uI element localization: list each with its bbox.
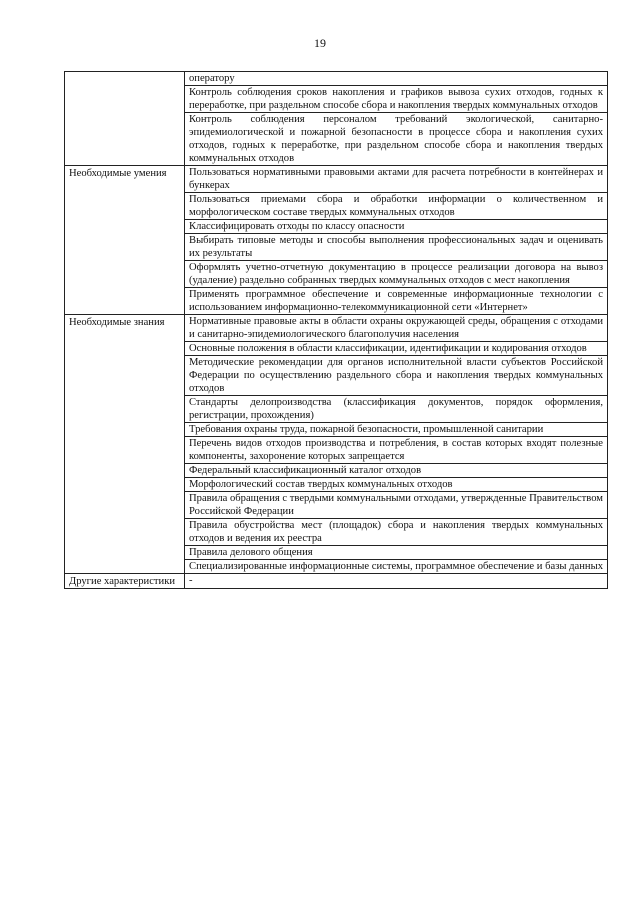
table-cell-item: Оформлять учетно-отчетную документацию в процессе реализации договора на вывоз (удаление) раздельно собранных твердых коммунальных отходов с мест накопления — [185, 261, 608, 288]
table-cell-item: Правила обустройства мест (площадок) сбора и накопления твердых коммунальных отходов и ведения их реестра — [185, 519, 608, 546]
table-row — [65, 574, 608, 589]
table-cell-item: Требования охраны труда, пожарной безопасности, промышленной санитарии — [185, 423, 608, 437]
table-row — [65, 72, 608, 86]
table-cell-item: Нормативные правовые акты в области охраны окружающей среды, обращения с отходами и санитарно-эпидемиологического благополучия населения — [185, 315, 608, 342]
table-cell-item: Стандарты делопроизводства (классификация документов, порядок оформления, регистрации, прохождения) — [185, 396, 608, 423]
table-cell-item: Выбирать типовые методы и способы выполнения профессиональных задач и оценивать их результаты — [185, 234, 608, 261]
table-cell-item: Методические рекомендации для органов исполнительной власти субъектов Российской Федерации по осуществлению раздельного сбора и накопления твердых коммунальных отходов — [185, 356, 608, 396]
table-cell-item: Морфологический состав твердых коммунальных отходов — [185, 478, 608, 492]
table-cell-item: Классифицировать отходы по классу опасности — [185, 220, 608, 234]
section-label-knowledge: Необходимые знания — [65, 315, 185, 574]
table-cell-item: Специализированные информационные системы, программное обеспечение и базы данных — [185, 560, 608, 574]
table-cell-item: Правила делового общения — [185, 546, 608, 560]
table-cell-item: Пользоваться приемами сбора и обработки информации о количественном и морфологическом составе твердых коммунальных отходов — [185, 193, 608, 220]
table-cell-item: Контроль соблюдения персоналом требований экологической, санитарно-эпидемиологической и пожарной безопасности в процессе сбора и накопления сухих отходов, годных к переработке, при раздельном способе сбора и накопления твердых коммунальных отходов — [185, 113, 608, 166]
table-cell-item: Применять программное обеспечение и современные информационные технологии с использованием информационно-телекоммуникационной сети «Интернет» — [185, 288, 608, 315]
table-cell-item: Правила обращения с твердыми коммунальными отходами, утвержденные Правительством Российской Федерации — [185, 492, 608, 519]
table-cell-item: Контроль соблюдения сроков накопления и графиков вывоза сухих отходов, годных к переработке, при раздельном способе сбора и накопления твердых коммунальных отходов — [185, 86, 608, 113]
table-cell-item: оператору — [185, 72, 608, 86]
table-cell-item: Пользоваться нормативными правовыми актами для расчета потребности в контейнерах и бункерах — [185, 166, 608, 193]
page-number: 19 — [314, 36, 326, 50]
section-label — [65, 72, 185, 166]
table-row — [65, 315, 608, 342]
table-cell-item: - — [185, 574, 608, 589]
requirements-table — [64, 71, 608, 589]
table-row — [65, 166, 608, 193]
table-cell-item: Перечень видов отходов производства и потребления, в состав которых входят полезные компоненты, захоронение которых запрещается — [185, 437, 608, 464]
table-cell-item: Основные положения в области классификации, идентификации и кодирования отходов — [185, 342, 608, 356]
table-cell-item: Федеральный классификационный каталог отходов — [185, 464, 608, 478]
section-label-other: Другие характеристики — [65, 574, 185, 589]
section-label-skills: Необходимые умения — [65, 166, 185, 315]
